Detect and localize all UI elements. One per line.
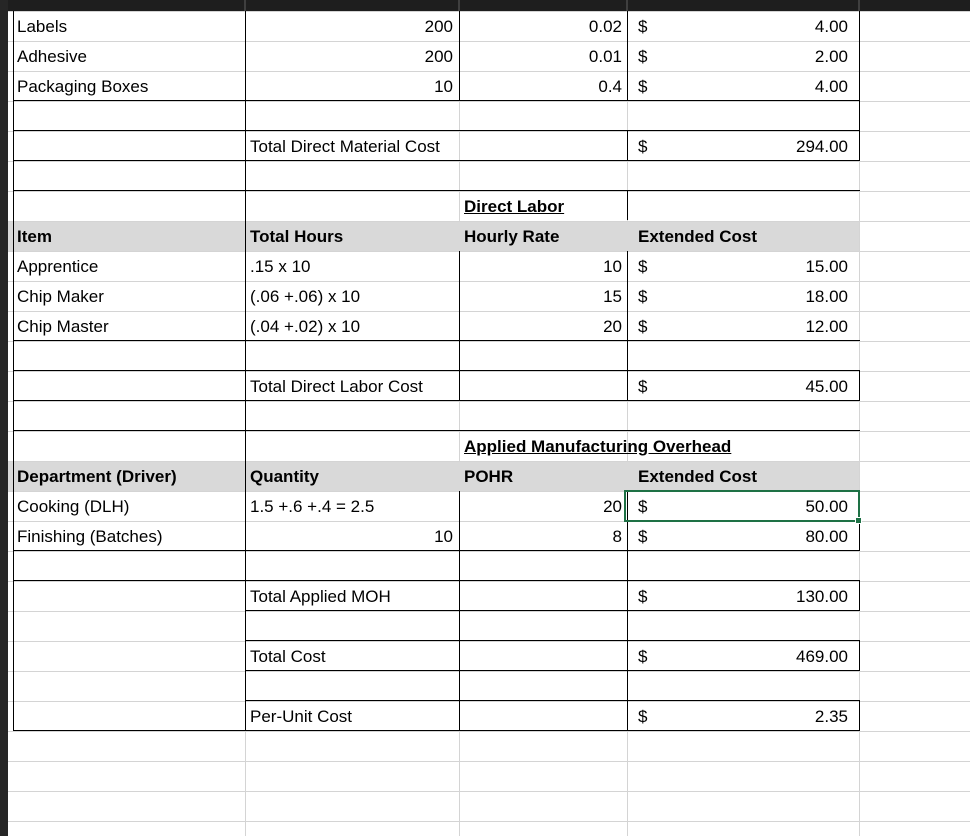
- currency-sign: $: [638, 377, 648, 396]
- labor-cost[interactable]: 15.00: [805, 257, 848, 276]
- labor-hours[interactable]: (.04 +.02) x 10: [250, 317, 361, 336]
- currency-sign: $: [638, 587, 648, 606]
- labor-rate[interactable]: 10: [603, 257, 622, 276]
- currency-sign: $: [638, 257, 648, 276]
- overhead-header-quantity[interactable]: Quantity: [250, 467, 319, 486]
- labor-item[interactable]: Apprentice: [17, 257, 99, 276]
- per-unit-cost-label[interactable]: Per-Unit Cost: [250, 707, 353, 726]
- row-header-strip[interactable]: [0, 0, 8, 836]
- labor-item[interactable]: Chip Master: [17, 317, 109, 336]
- currency-sign: $: [638, 77, 648, 96]
- currency-sign: $: [638, 707, 648, 726]
- overhead-header-pohr[interactable]: POHR: [464, 467, 514, 486]
- labor-cost[interactable]: 12.00: [805, 317, 848, 336]
- overhead-pohr[interactable]: 20: [603, 497, 622, 516]
- fill-handle[interactable]: [855, 517, 862, 524]
- total-cost-value[interactable]: 469.00: [796, 647, 848, 666]
- labor-header-item[interactable]: Item: [17, 227, 52, 246]
- total-labor-value[interactable]: 45.00: [805, 377, 848, 396]
- material-cost[interactable]: 4.00: [814, 17, 848, 36]
- per-unit-cost-value[interactable]: 2.35: [814, 707, 848, 726]
- overhead-dept[interactable]: Cooking (DLH): [17, 497, 130, 516]
- overhead-quantity[interactable]: 10: [434, 527, 453, 546]
- labor-rate[interactable]: 15: [603, 287, 622, 306]
- currency-sign: $: [638, 287, 648, 306]
- currency-sign: $: [638, 317, 648, 336]
- total-moh-value[interactable]: 130.00: [796, 587, 848, 606]
- material-qty[interactable]: 10: [434, 77, 453, 96]
- currency-sign: $: [638, 647, 648, 666]
- overhead-header-cost[interactable]: Extended Cost: [638, 467, 758, 486]
- direct-labor-title[interactable]: Direct Labor: [464, 197, 565, 216]
- material-qty[interactable]: 200: [424, 47, 453, 66]
- material-item[interactable]: Adhesive: [17, 47, 87, 66]
- currency-sign: $: [638, 527, 648, 546]
- labor-rate[interactable]: 20: [603, 317, 622, 336]
- material-cost[interactable]: 2.00: [814, 47, 848, 66]
- currency-sign: $: [638, 47, 648, 66]
- labor-hours[interactable]: .15 x 10: [250, 257, 311, 276]
- total-material-label[interactable]: Total Direct Material Cost: [250, 137, 440, 156]
- labor-header-rate[interactable]: Hourly Rate: [464, 227, 560, 246]
- overhead-title[interactable]: Applied Manufacturing Overhead: [464, 437, 732, 456]
- labor-header-hours[interactable]: Total Hours: [250, 227, 344, 246]
- total-material-value[interactable]: 294.00: [796, 137, 848, 156]
- total-labor-label[interactable]: Total Direct Labor Cost: [250, 377, 423, 396]
- labor-cost[interactable]: 18.00: [805, 287, 848, 306]
- overhead-pohr[interactable]: 8: [612, 527, 622, 546]
- material-item[interactable]: Packaging Boxes: [17, 77, 149, 96]
- material-item[interactable]: Labels: [17, 17, 68, 36]
- overhead-cost[interactable]: 50.00: [805, 497, 848, 516]
- currency-sign: $: [638, 497, 648, 516]
- overhead-cost[interactable]: 80.00: [805, 527, 848, 546]
- overhead-dept[interactable]: Finishing (Batches): [17, 527, 163, 546]
- overhead-quantity[interactable]: 1.5 +.6 +.4 = 2.5: [250, 497, 375, 516]
- material-price[interactable]: 0.01: [588, 47, 622, 66]
- total-moh-label[interactable]: Total Applied MOH: [250, 587, 391, 606]
- material-qty[interactable]: 200: [424, 17, 453, 36]
- material-price[interactable]: 0.4: [598, 77, 622, 96]
- currency-sign: $: [638, 137, 648, 156]
- labor-hours[interactable]: (.06 +.06) x 10: [250, 287, 361, 306]
- material-price[interactable]: 0.02: [588, 17, 622, 36]
- total-cost-label[interactable]: Total Cost: [250, 647, 326, 666]
- column-header-strip[interactable]: [8, 0, 970, 11]
- material-cost[interactable]: 4.00: [814, 77, 848, 96]
- labor-header-cost[interactable]: Extended Cost: [638, 227, 758, 246]
- currency-sign: $: [638, 17, 648, 36]
- labor-item[interactable]: Chip Maker: [17, 287, 104, 306]
- overhead-header-dept[interactable]: Department (Driver): [17, 467, 177, 486]
